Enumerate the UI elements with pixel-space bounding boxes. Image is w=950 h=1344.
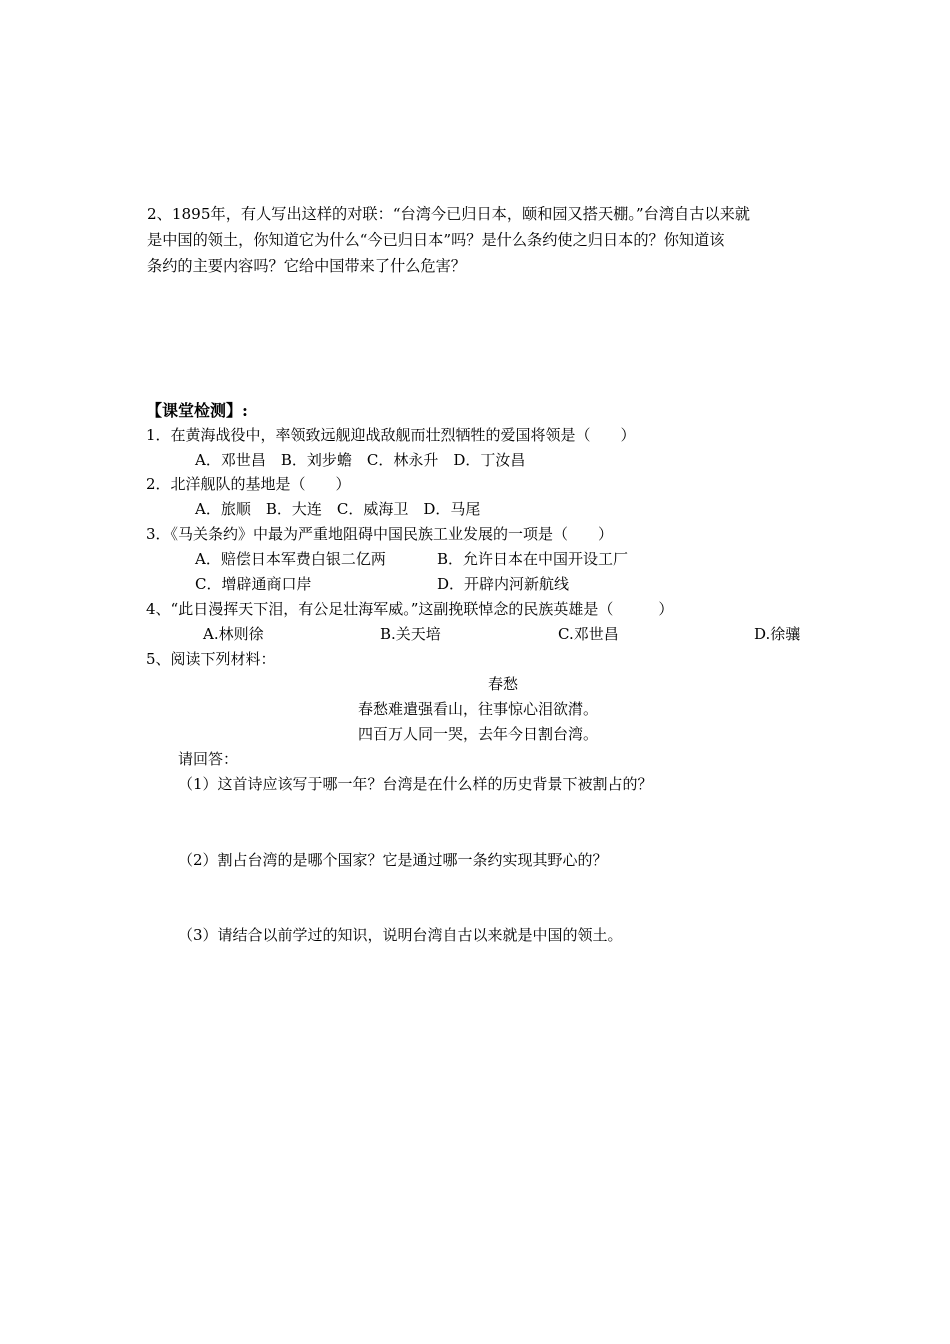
test-q4-option-d: D.徐骧 [754, 625, 801, 643]
test-q2-options: A．旅顺 B．大连 C．威海卫 D．马尾 [195, 500, 481, 518]
test-q4-option-c: C.邓世昌 [558, 625, 619, 643]
test-q3-stem: 3．《马关条约》中最为严重地阻碍中国民族工业发展的一项是（ ） [146, 525, 614, 543]
test-q3-option-c: C．增辟通商口岸 [195, 575, 312, 593]
test-q1-options: A．邓世昌 B．刘步蟾 C．林永升 D．丁汝昌 [195, 451, 526, 469]
section-heading: 【课堂检测】: [146, 401, 248, 420]
poem-line-1: 春愁难遣强看山，往事惊心泪欲潸。 [358, 700, 599, 718]
question-2-line-3: 条约的主要内容吗？它给中国带来了什么危害？ [147, 257, 466, 275]
answer-prompt: 请回答： [178, 750, 239, 768]
question-2-line-1: 2、1895年，有人写出这样的对联：“台湾今已归日本，颐和园又搭天棚。”台湾自古以来就 [147, 205, 750, 223]
test-q5-stem: 5、阅读下列材料： [146, 650, 276, 668]
test-q4-option-a: A.林则徐 [203, 625, 264, 643]
sub-question-1: （1）这首诗应该写于哪一年？台湾是在什么样的历史背景下被割占的？ [178, 775, 653, 793]
test-q2-stem: 2．北洋舰队的基地是（ ） [146, 475, 351, 493]
test-q1-stem: 1．在黄海战役中，率领致远舰迎战敌舰而壮烈牺牲的爱国将领是（ ） [146, 426, 636, 444]
test-q3-option-d: D．开辟内河新航线 [437, 575, 570, 593]
poem-title: 春愁 [488, 675, 519, 693]
question-2-line-2: 是中国的领土，你知道它为什么“今已归日本”吗？是什么条约使之归日本的？你知道该 [147, 231, 725, 249]
sub-question-3: （3）请结合以前学过的知识，说明台湾自古以来就是中国的领土。 [178, 926, 623, 944]
test-q3-option-a: A．赔偿日本军费白银二亿两 [195, 550, 386, 568]
test-q3-option-b: B．允许日本在中国开设工厂 [437, 550, 629, 568]
test-q4-option-b: B.关天培 [380, 625, 441, 643]
test-q4-stem: 4、“此日漫挥天下泪，有公足壮海军威。”这副挽联悼念的民族英雄是（ ） [146, 600, 674, 618]
poem-line-2: 四百万人同一哭，去年今日割台湾。 [358, 725, 599, 743]
sub-question-2: （2）割占台湾的是哪个国家？它是通过哪一条约实现其野心的？ [178, 851, 608, 869]
